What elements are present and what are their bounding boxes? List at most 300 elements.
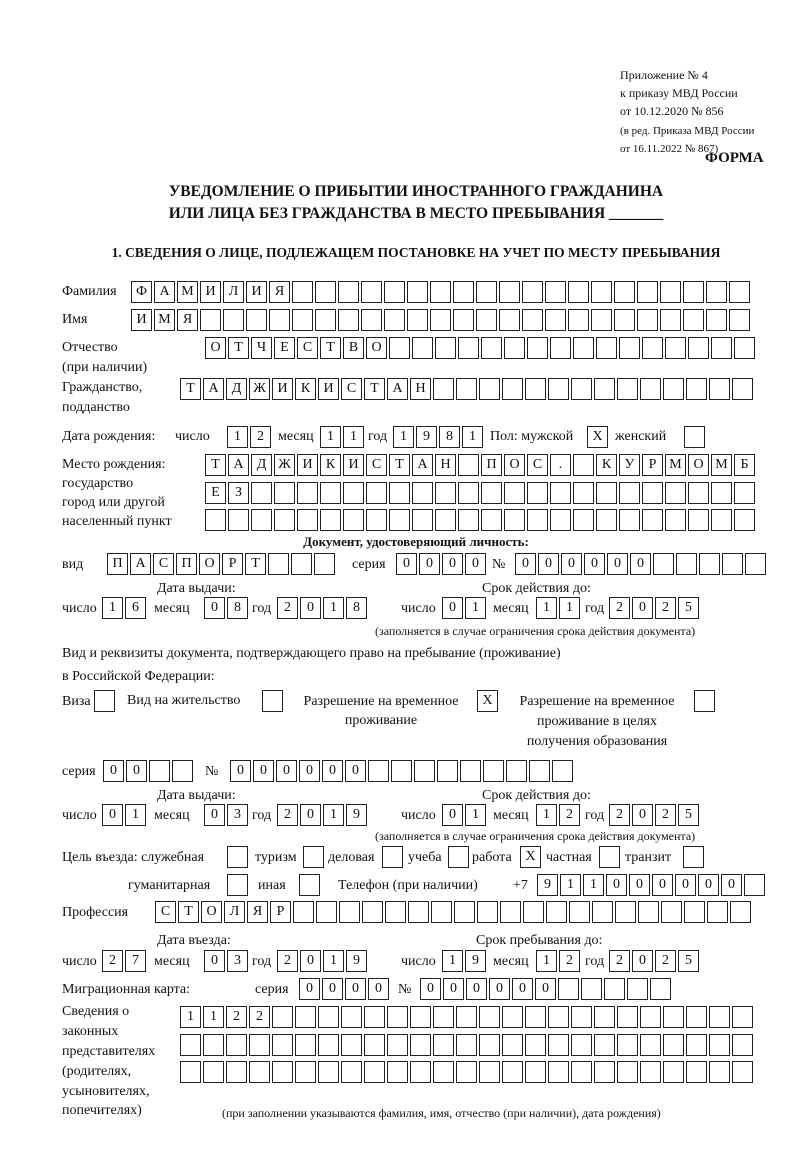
char-cell[interactable]: 1	[320, 426, 341, 448]
char-cell[interactable]	[502, 1034, 523, 1056]
char-cell[interactable]	[548, 1006, 569, 1028]
char-cell[interactable]	[614, 309, 635, 331]
char-cell[interactable]	[640, 378, 661, 400]
char-cell[interactable]	[476, 309, 497, 331]
char-cell[interactable]	[479, 378, 500, 400]
char-cell[interactable]	[732, 1006, 753, 1028]
char-cell[interactable]	[410, 1034, 431, 1056]
char-cell[interactable]: 0	[632, 597, 653, 619]
char-cell[interactable]	[558, 978, 579, 1000]
char-cell[interactable]: 0	[632, 950, 653, 972]
char-cell[interactable]	[391, 760, 412, 782]
char-cell[interactable]	[315, 309, 336, 331]
residence-series-field[interactable]	[103, 760, 195, 782]
char-cell[interactable]	[686, 1006, 707, 1028]
char-cell[interactable]	[640, 1006, 661, 1028]
purpose-transit-checkbox[interactable]	[683, 846, 704, 868]
char-cell[interactable]: 1	[323, 950, 344, 972]
residence-permit-checkbox[interactable]	[262, 690, 283, 712]
char-cell[interactable]	[435, 509, 456, 531]
char-cell[interactable]	[550, 509, 571, 531]
char-cell[interactable]	[730, 901, 751, 923]
char-cell[interactable]	[180, 1061, 201, 1083]
char-cell[interactable]	[525, 1061, 546, 1083]
issue-day-field[interactable]	[102, 804, 148, 826]
char-cell[interactable]: 0	[300, 597, 321, 619]
char-cell[interactable]: 1	[343, 426, 364, 448]
char-cell[interactable]	[676, 553, 697, 575]
char-cell[interactable]	[433, 1034, 454, 1056]
valid-day-field[interactable]	[442, 804, 488, 826]
char-cell[interactable]: 0	[561, 553, 582, 575]
char-cell[interactable]: И	[318, 378, 339, 400]
char-cell[interactable]	[407, 281, 428, 303]
char-cell[interactable]: 0	[345, 760, 366, 782]
char-cell[interactable]: 0	[322, 978, 343, 1000]
char-cell[interactable]: 0	[396, 553, 417, 575]
char-cell[interactable]	[203, 1061, 224, 1083]
birthplace-field[interactable]	[205, 482, 757, 504]
residence-number-field[interactable]	[230, 760, 575, 782]
char-cell[interactable]	[226, 1061, 247, 1083]
char-cell[interactable]	[504, 509, 525, 531]
char-cell[interactable]: К	[320, 454, 341, 476]
char-cell[interactable]: Т	[205, 454, 226, 476]
char-cell[interactable]	[732, 378, 753, 400]
char-cell[interactable]: М	[154, 309, 175, 331]
char-cell[interactable]	[318, 1006, 339, 1028]
char-cell[interactable]	[571, 1034, 592, 1056]
char-cell[interactable]: М	[665, 454, 686, 476]
char-cell[interactable]: 0	[204, 950, 225, 972]
char-cell[interactable]	[686, 1061, 707, 1083]
char-cell[interactable]	[269, 309, 290, 331]
char-cell[interactable]: 0	[230, 760, 251, 782]
char-cell[interactable]	[573, 509, 594, 531]
char-cell[interactable]: 0	[607, 553, 628, 575]
char-cell[interactable]: 2	[277, 597, 298, 619]
char-cell[interactable]: З	[228, 482, 249, 504]
char-cell[interactable]: 2	[102, 950, 123, 972]
char-cell[interactable]: 0	[629, 874, 650, 896]
char-cell[interactable]: П	[107, 553, 128, 575]
char-cell[interactable]	[412, 482, 433, 504]
char-cell[interactable]	[506, 760, 527, 782]
char-cell[interactable]	[437, 760, 458, 782]
char-cell[interactable]: 5	[678, 597, 699, 619]
char-cell[interactable]: Ч	[251, 337, 272, 359]
char-cell[interactable]: И	[200, 281, 221, 303]
char-cell[interactable]	[711, 337, 732, 359]
char-cell[interactable]	[729, 281, 750, 303]
char-cell[interactable]	[706, 281, 727, 303]
char-cell[interactable]	[596, 482, 617, 504]
char-cell[interactable]	[341, 1061, 362, 1083]
char-cell[interactable]	[458, 482, 479, 504]
char-cell[interactable]: 0	[538, 553, 559, 575]
char-cell[interactable]	[291, 553, 312, 575]
char-cell[interactable]	[476, 281, 497, 303]
entry-day-field[interactable]	[102, 950, 148, 972]
char-cell[interactable]	[430, 281, 451, 303]
char-cell[interactable]	[149, 760, 170, 782]
char-cell[interactable]: 1	[323, 597, 344, 619]
char-cell[interactable]	[525, 378, 546, 400]
birth-year-field[interactable]	[393, 426, 485, 448]
char-cell[interactable]	[339, 901, 360, 923]
char-cell[interactable]: 0	[204, 597, 225, 619]
char-cell[interactable]	[412, 509, 433, 531]
char-cell[interactable]: 2	[559, 950, 580, 972]
char-cell[interactable]	[272, 1061, 293, 1083]
char-cell[interactable]: 0	[698, 874, 719, 896]
char-cell[interactable]	[686, 1034, 707, 1056]
char-cell[interactable]	[203, 1034, 224, 1056]
stay-month-field[interactable]	[536, 950, 582, 972]
char-cell[interactable]: 9	[465, 950, 486, 972]
char-cell[interactable]	[699, 553, 720, 575]
char-cell[interactable]	[545, 281, 566, 303]
patronymic-field[interactable]	[205, 337, 757, 359]
char-cell[interactable]: 0	[299, 760, 320, 782]
char-cell[interactable]: Ф	[131, 281, 152, 303]
char-cell[interactable]	[384, 281, 405, 303]
char-cell[interactable]	[581, 978, 602, 1000]
issue-month-field[interactable]	[204, 597, 250, 619]
char-cell[interactable]: 0	[322, 760, 343, 782]
stay-year-field[interactable]	[609, 950, 701, 972]
char-cell[interactable]	[711, 509, 732, 531]
char-cell[interactable]	[550, 482, 571, 504]
char-cell[interactable]: 0	[345, 978, 366, 1000]
char-cell[interactable]: 0	[442, 553, 463, 575]
char-cell[interactable]: 7	[125, 950, 146, 972]
char-cell[interactable]	[569, 901, 590, 923]
stay-day-field[interactable]	[442, 950, 488, 972]
char-cell[interactable]: П	[176, 553, 197, 575]
char-cell[interactable]	[292, 309, 313, 331]
char-cell[interactable]: И	[343, 454, 364, 476]
char-cell[interactable]	[479, 1006, 500, 1028]
char-cell[interactable]	[684, 901, 705, 923]
char-cell[interactable]: 1	[102, 597, 123, 619]
char-cell[interactable]: А	[130, 553, 151, 575]
char-cell[interactable]	[384, 309, 405, 331]
char-cell[interactable]	[548, 1061, 569, 1083]
doc-number-field[interactable]	[515, 553, 768, 575]
char-cell[interactable]	[665, 509, 686, 531]
char-cell[interactable]: 1	[536, 950, 557, 972]
char-cell[interactable]: С	[527, 454, 548, 476]
char-cell[interactable]	[525, 1034, 546, 1056]
char-cell[interactable]	[548, 1034, 569, 1056]
char-cell[interactable]: 2	[226, 1006, 247, 1028]
char-cell[interactable]	[594, 1034, 615, 1056]
char-cell[interactable]: С	[366, 454, 387, 476]
char-cell[interactable]: 2	[250, 426, 271, 448]
char-cell[interactable]: О	[201, 901, 222, 923]
char-cell[interactable]	[594, 1061, 615, 1083]
char-cell[interactable]: А	[412, 454, 433, 476]
char-cell[interactable]: О	[504, 454, 525, 476]
char-cell[interactable]	[650, 978, 671, 1000]
purpose-official-checkbox[interactable]	[227, 846, 248, 868]
char-cell[interactable]	[410, 1006, 431, 1028]
char-cell[interactable]	[661, 901, 682, 923]
char-cell[interactable]: 1	[180, 1006, 201, 1028]
char-cell[interactable]: 1	[536, 804, 557, 826]
char-cell[interactable]	[362, 901, 383, 923]
char-cell[interactable]: О	[205, 337, 226, 359]
char-cell[interactable]	[315, 281, 336, 303]
char-cell[interactable]	[414, 760, 435, 782]
char-cell[interactable]	[594, 378, 615, 400]
char-cell[interactable]: К	[596, 454, 617, 476]
char-cell[interactable]	[688, 337, 709, 359]
char-cell[interactable]: 1	[442, 950, 463, 972]
char-cell[interactable]: 1	[465, 804, 486, 826]
visa-checkbox[interactable]	[94, 690, 115, 712]
migration-number-field[interactable]	[420, 978, 673, 1000]
char-cell[interactable]	[479, 1034, 500, 1056]
char-cell[interactable]: 2	[655, 597, 676, 619]
char-cell[interactable]	[637, 309, 658, 331]
char-cell[interactable]	[341, 1034, 362, 1056]
char-cell[interactable]	[522, 281, 543, 303]
char-cell[interactable]	[499, 281, 520, 303]
char-cell[interactable]	[481, 337, 502, 359]
char-cell[interactable]: И	[131, 309, 152, 331]
char-cell[interactable]	[320, 482, 341, 504]
issue-year-field[interactable]	[277, 804, 369, 826]
char-cell[interactable]	[638, 901, 659, 923]
char-cell[interactable]	[200, 309, 221, 331]
char-cell[interactable]	[318, 1034, 339, 1056]
char-cell[interactable]: 8	[227, 597, 248, 619]
char-cell[interactable]: 2	[277, 804, 298, 826]
char-cell[interactable]: 1	[559, 597, 580, 619]
char-cell[interactable]	[732, 1061, 753, 1083]
char-cell[interactable]	[729, 309, 750, 331]
char-cell[interactable]	[338, 309, 359, 331]
char-cell[interactable]: 3	[227, 804, 248, 826]
char-cell[interactable]	[596, 337, 617, 359]
char-cell[interactable]: 9	[346, 804, 367, 826]
char-cell[interactable]: 0	[103, 760, 124, 782]
char-cell[interactable]: Т	[180, 378, 201, 400]
char-cell[interactable]: Т	[178, 901, 199, 923]
char-cell[interactable]: Л	[223, 281, 244, 303]
char-cell[interactable]	[483, 760, 504, 782]
char-cell[interactable]: Т	[389, 454, 410, 476]
char-cell[interactable]: 0	[300, 950, 321, 972]
birthplace-field[interactable]	[205, 454, 757, 476]
char-cell[interactable]	[500, 901, 521, 923]
char-cell[interactable]	[389, 482, 410, 504]
char-cell[interactable]	[504, 482, 525, 504]
char-cell[interactable]: Ж	[249, 378, 270, 400]
char-cell[interactable]	[546, 901, 567, 923]
char-cell[interactable]	[744, 874, 765, 896]
char-cell[interactable]: 0	[606, 874, 627, 896]
birth-month-field[interactable]	[320, 426, 366, 448]
char-cell[interactable]: .	[550, 454, 571, 476]
char-cell[interactable]	[571, 1061, 592, 1083]
char-cell[interactable]: 0	[420, 978, 441, 1000]
char-cell[interactable]	[688, 509, 709, 531]
char-cell[interactable]	[552, 760, 573, 782]
char-cell[interactable]: 2	[609, 804, 630, 826]
char-cell[interactable]: 1	[227, 426, 248, 448]
char-cell[interactable]	[366, 509, 387, 531]
char-cell[interactable]: 2	[249, 1006, 270, 1028]
temp-permit-edu-checkbox[interactable]	[694, 690, 715, 712]
char-cell[interactable]	[568, 281, 589, 303]
char-cell[interactable]	[683, 281, 704, 303]
char-cell[interactable]: 2	[655, 804, 676, 826]
char-cell[interactable]	[617, 1034, 638, 1056]
profession-field[interactable]	[155, 901, 753, 923]
char-cell[interactable]	[180, 1034, 201, 1056]
char-cell[interactable]	[571, 378, 592, 400]
char-cell[interactable]	[640, 1034, 661, 1056]
char-cell[interactable]	[251, 509, 272, 531]
char-cell[interactable]: Ж	[274, 454, 295, 476]
valid-year-field[interactable]	[609, 804, 701, 826]
char-cell[interactable]	[709, 378, 730, 400]
char-cell[interactable]: Я	[177, 309, 198, 331]
char-cell[interactable]	[228, 509, 249, 531]
purpose-humanitarian-checkbox[interactable]	[227, 874, 248, 896]
char-cell[interactable]	[527, 482, 548, 504]
char-cell[interactable]	[274, 509, 295, 531]
char-cell[interactable]: Т	[320, 337, 341, 359]
char-cell[interactable]	[592, 901, 613, 923]
char-cell[interactable]	[617, 378, 638, 400]
char-cell[interactable]	[683, 309, 704, 331]
char-cell[interactable]: 0	[300, 804, 321, 826]
valid-year-field[interactable]	[609, 597, 701, 619]
char-cell[interactable]	[251, 482, 272, 504]
issue-day-field[interactable]	[102, 597, 148, 619]
char-cell[interactable]	[295, 1006, 316, 1028]
entry-month-field[interactable]	[204, 950, 250, 972]
char-cell[interactable]	[637, 281, 658, 303]
char-cell[interactable]	[573, 337, 594, 359]
purpose-business-checkbox[interactable]	[382, 846, 403, 868]
char-cell[interactable]	[709, 1006, 730, 1028]
char-cell[interactable]	[499, 309, 520, 331]
purpose-tourism-checkbox[interactable]	[303, 846, 324, 868]
char-cell[interactable]: 5	[678, 950, 699, 972]
char-cell[interactable]: 0	[442, 597, 463, 619]
char-cell[interactable]	[460, 760, 481, 782]
char-cell[interactable]	[387, 1061, 408, 1083]
char-cell[interactable]	[660, 309, 681, 331]
char-cell[interactable]	[316, 901, 337, 923]
char-cell[interactable]: 2	[609, 950, 630, 972]
char-cell[interactable]: 1	[583, 874, 604, 896]
char-cell[interactable]	[407, 309, 428, 331]
char-cell[interactable]: Б	[734, 454, 755, 476]
char-cell[interactable]	[454, 901, 475, 923]
char-cell[interactable]	[292, 281, 313, 303]
char-cell[interactable]	[642, 509, 663, 531]
char-cell[interactable]	[249, 1061, 270, 1083]
char-cell[interactable]	[619, 482, 640, 504]
purpose-other-checkbox[interactable]	[299, 874, 320, 896]
char-cell[interactable]	[617, 1061, 638, 1083]
char-cell[interactable]	[412, 337, 433, 359]
char-cell[interactable]: 2	[559, 804, 580, 826]
representatives-field[interactable]	[180, 1034, 755, 1056]
char-cell[interactable]: 2	[277, 950, 298, 972]
char-cell[interactable]	[627, 978, 648, 1000]
char-cell[interactable]	[435, 337, 456, 359]
char-cell[interactable]: 1	[465, 597, 486, 619]
char-cell[interactable]: Я	[269, 281, 290, 303]
char-cell[interactable]	[456, 1034, 477, 1056]
char-cell[interactable]: 8	[439, 426, 460, 448]
char-cell[interactable]	[732, 1034, 753, 1056]
char-cell[interactable]	[591, 309, 612, 331]
char-cell[interactable]	[364, 1006, 385, 1028]
char-cell[interactable]: М	[177, 281, 198, 303]
char-cell[interactable]	[615, 901, 636, 923]
issue-month-field[interactable]	[204, 804, 250, 826]
char-cell[interactable]	[361, 309, 382, 331]
char-cell[interactable]	[525, 1006, 546, 1028]
char-cell[interactable]: 0	[630, 553, 651, 575]
sex-female-checkbox[interactable]	[684, 426, 705, 448]
char-cell[interactable]: 0	[489, 978, 510, 1000]
char-cell[interactable]	[663, 378, 684, 400]
purpose-work-checkbox[interactable]: X	[520, 846, 541, 868]
char-cell[interactable]: 1	[536, 597, 557, 619]
char-cell[interactable]	[614, 281, 635, 303]
char-cell[interactable]	[318, 1061, 339, 1083]
char-cell[interactable]	[272, 1034, 293, 1056]
char-cell[interactable]: А	[387, 378, 408, 400]
purpose-private-checkbox[interactable]	[599, 846, 620, 868]
char-cell[interactable]: 1	[323, 804, 344, 826]
char-cell[interactable]	[619, 509, 640, 531]
char-cell[interactable]	[591, 281, 612, 303]
name-field[interactable]	[131, 309, 752, 331]
char-cell[interactable]	[573, 454, 594, 476]
char-cell[interactable]	[688, 482, 709, 504]
char-cell[interactable]: Р	[642, 454, 663, 476]
char-cell[interactable]	[642, 337, 663, 359]
char-cell[interactable]: И	[297, 454, 318, 476]
char-cell[interactable]	[226, 1034, 247, 1056]
char-cell[interactable]	[366, 482, 387, 504]
char-cell[interactable]: 0	[443, 978, 464, 1000]
char-cell[interactable]	[734, 337, 755, 359]
char-cell[interactable]: 0	[276, 760, 297, 782]
char-cell[interactable]	[431, 901, 452, 923]
char-cell[interactable]	[660, 281, 681, 303]
char-cell[interactable]	[223, 309, 244, 331]
char-cell[interactable]	[617, 1006, 638, 1028]
char-cell[interactable]	[295, 1061, 316, 1083]
char-cell[interactable]	[479, 1061, 500, 1083]
char-cell[interactable]: Н	[410, 378, 431, 400]
char-cell[interactable]	[430, 309, 451, 331]
char-cell[interactable]: С	[155, 901, 176, 923]
char-cell[interactable]	[389, 337, 410, 359]
char-cell[interactable]	[343, 482, 364, 504]
